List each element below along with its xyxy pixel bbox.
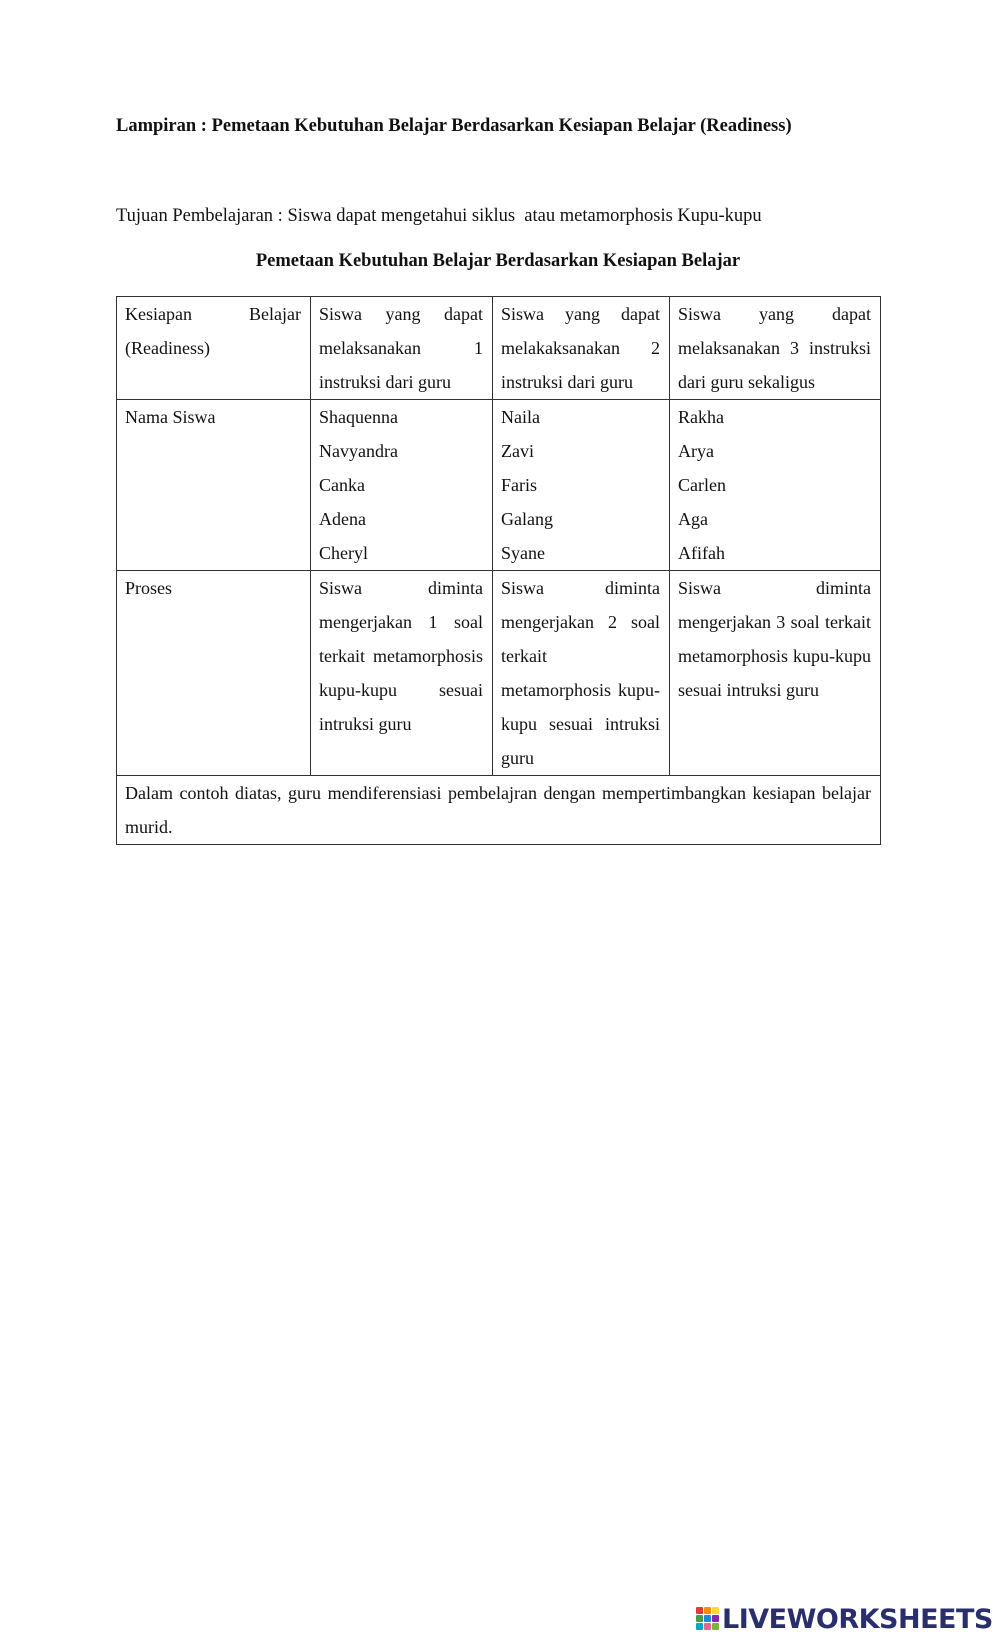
student-name: Navyandra [319, 441, 398, 461]
student-name: Faris [501, 475, 537, 495]
logo-cube [696, 1607, 703, 1614]
cell-names-label: Nama Siswa [117, 400, 311, 571]
logo-cube [712, 1615, 719, 1622]
student-name: Adena [319, 509, 366, 529]
student-name: Canka [319, 475, 365, 495]
cell-readiness-label: Kesiapan Belajar (Readiness) [117, 297, 311, 400]
logo-cube [696, 1623, 703, 1630]
liveworksheets-logo [696, 1604, 993, 1634]
logo-text: LIVEWORKSHEETS [722, 1603, 993, 1635]
logo-cube [704, 1623, 711, 1630]
cell-process-col2: Siswa diminta mengerjakan 2 soal terkait metamorphosis kupu-kupu sesuai intruksi guru [493, 571, 670, 776]
cell-readiness-col1: Siswa yang dapat melaksanakan 1 instruksi dari guru [311, 297, 493, 400]
logo-cube [696, 1615, 703, 1622]
student-name: Zavi [501, 441, 534, 461]
cell-process-col3: Siswa diminta mengerjakan 3 soal terkait metamorphosis kupu-kupu sesuai intruksi guru [670, 571, 881, 776]
table-title: Pemetaan Kebutuhan Belajar Berdasarkan Kesiapan Belajar [255, 251, 741, 271]
logo-cube [704, 1615, 711, 1622]
cell-summary-note: Dalam contoh diatas, guru mendiferensiasi pembelajran dengan mempertimbangkan kesiapan belajar murid. [117, 776, 881, 845]
student-name: Afifah [678, 543, 725, 563]
student-name: Arya [678, 441, 714, 461]
table-row-process [117, 571, 881, 776]
document-heading: Lampiran : Pemetaan Kebutuhan Belajar Berdasarkan Kesiapan Belajar (Readiness) [116, 116, 792, 136]
student-name: Carlen [678, 475, 726, 495]
table-row-note [117, 776, 881, 845]
student-name: Shaquenna [319, 407, 398, 427]
table-row-student-names [117, 400, 881, 571]
logo-cube [712, 1607, 719, 1614]
student-name: Aga [678, 509, 708, 529]
cell-names-col1 [311, 400, 493, 571]
cell-names-col2 [493, 400, 670, 571]
student-name: Galang [501, 509, 553, 529]
cell-process-col1: Siswa diminta mengerjakan 1 soal terkait metamorphosis kupu-kupu sesuai intruksi guru [311, 571, 493, 776]
cell-readiness-col3: Siswa yang dapat melaksanakan 3 instruksi dari guru sekaligus [670, 297, 881, 400]
cell-names-col3 [670, 400, 881, 571]
logo-cube [712, 1623, 719, 1630]
readiness-mapping-table [116, 296, 881, 845]
logo-cubes-icon [696, 1607, 718, 1631]
student-name: Naila [501, 407, 540, 427]
table-row-readiness [117, 297, 881, 400]
cell-readiness-col2: Siswa yang dapat melakaksanakan 2 instruksi dari guru [493, 297, 670, 400]
student-name: Syane [501, 543, 545, 563]
student-name: Rakha [678, 407, 724, 427]
learning-goal: Tujuan Pembelajaran : Siswa dapat mengetahui siklus atau metamorphosis Kupu-kupu [116, 206, 762, 226]
logo-cube [704, 1607, 711, 1614]
student-name: Cheryl [319, 543, 368, 563]
cell-process-label: Proses [117, 571, 311, 776]
